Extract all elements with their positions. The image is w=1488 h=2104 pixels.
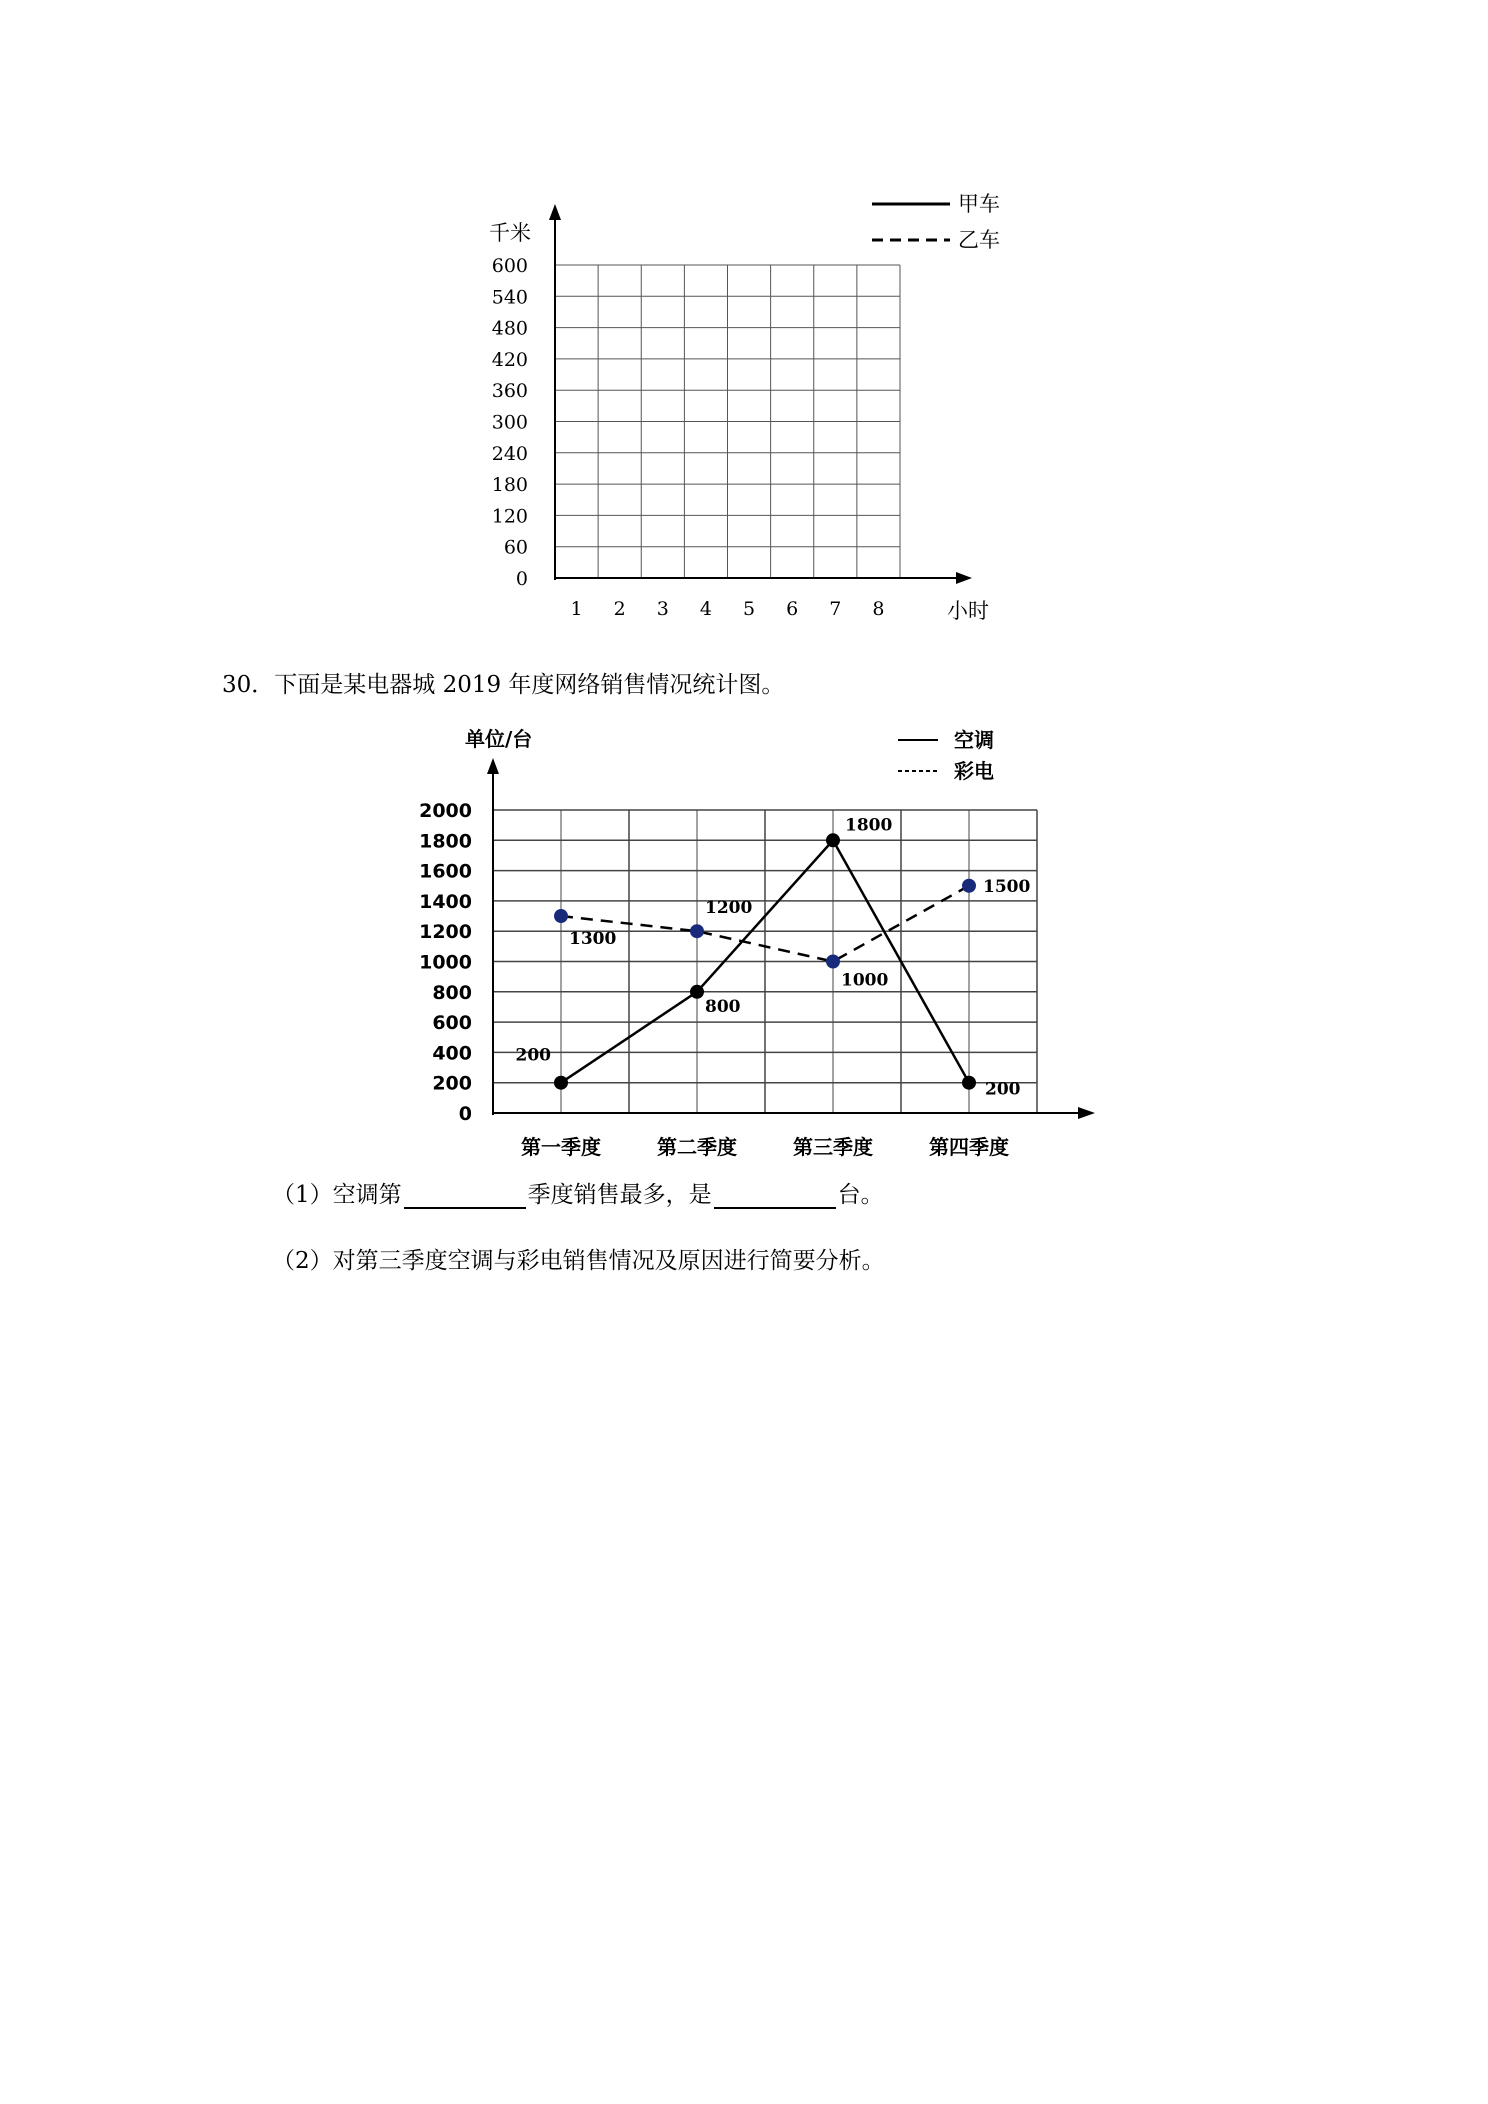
- sub1-text-a: （1）空调第: [272, 1182, 402, 1208]
- y-tick-label: 240: [491, 442, 528, 465]
- chart1-grid: [555, 265, 900, 578]
- chart1-legend: [872, 192, 1000, 252]
- y-tick-label: 0: [515, 568, 528, 590]
- chart2-y-tick-labels: [419, 800, 472, 1125]
- chart2-legend: [898, 728, 994, 783]
- data-label: 1200: [705, 898, 753, 919]
- chart2-x-tick-labels: [521, 1135, 1009, 1159]
- chart2-grid: [493, 810, 1037, 1113]
- x-axis-arrow: [956, 572, 972, 584]
- legend-label-caidian: 彩电: [954, 759, 994, 783]
- chart1-y-tick-labels: [492, 255, 528, 590]
- legend-label-jiache: 甲车: [958, 192, 1000, 216]
- distance-time-chart: [480, 190, 1020, 630]
- y-tick-label: 180: [491, 474, 528, 497]
- data-label: 1800: [845, 815, 893, 836]
- x-tick-label: 8: [872, 598, 885, 620]
- y-tick-label: 1000: [419, 951, 472, 974]
- x-tick-label: 5: [743, 598, 756, 620]
- y-axis-arrow: [549, 204, 561, 220]
- legend-label-yiche: 乙车: [958, 228, 1000, 252]
- x-tick-label: 4: [699, 598, 712, 620]
- y-tick-label: 540: [491, 286, 528, 309]
- sub1-text-c: 台。: [837, 1182, 884, 1208]
- answer-blank-quarter[interactable]: [404, 1181, 526, 1209]
- x-tick-label: 6: [786, 598, 799, 620]
- y-tick-label: 120: [491, 505, 528, 528]
- chart2-y-axis-label: 单位/台: [465, 727, 533, 751]
- x-tick-label: 第四季度: [929, 1135, 1009, 1159]
- question-30: [222, 666, 784, 699]
- x-tick-label: 3: [656, 598, 669, 620]
- chart1-x-axis-label: 小时: [947, 599, 989, 623]
- y-tick-label: 600: [491, 255, 528, 277]
- x-tick-label: 第三季度: [793, 1135, 873, 1159]
- data-label: 200: [985, 1079, 1021, 1100]
- sub1-text-b: 季度销售最多，是: [527, 1182, 712, 1208]
- x-tick-label: 1: [570, 598, 583, 620]
- y-tick-label: 1400: [419, 890, 472, 913]
- sub-question-2: [272, 1242, 885, 1275]
- chart2-series: [516, 815, 1031, 1099]
- data-label: 1300: [569, 929, 617, 950]
- data-point: [826, 955, 840, 969]
- chart1-axes: [549, 204, 972, 584]
- data-point: [826, 833, 840, 847]
- data-label: 800: [705, 996, 741, 1017]
- x-tick-label: 7: [829, 598, 842, 620]
- sub2-text: （2）对第三季度空调与彩电销售情况及原因进行简要分析。: [272, 1248, 885, 1274]
- data-point: [962, 1076, 976, 1090]
- y-tick-label: 200: [432, 1072, 472, 1095]
- y-tick-label: 1200: [419, 921, 472, 944]
- y-tick-label: 600: [432, 1012, 472, 1035]
- data-label: 1000: [841, 970, 889, 991]
- y-tick-label: 2000: [419, 800, 472, 822]
- data-point: [690, 924, 704, 938]
- data-point: [690, 985, 704, 999]
- chart1-y-axis-label: 千米: [489, 221, 531, 245]
- question-number: 30．: [222, 672, 275, 698]
- y-tick-label: 480: [491, 317, 528, 340]
- y-tick-label: 1800: [419, 830, 472, 853]
- y-tick-label: 360: [491, 380, 528, 403]
- y-tick-label: 800: [432, 981, 472, 1004]
- x-axis-arrow: [1078, 1107, 1095, 1119]
- y-axis-arrow: [487, 758, 499, 774]
- data-label: 1500: [983, 876, 1031, 897]
- sales-line-chart: [410, 720, 1130, 1180]
- data-point: [554, 909, 568, 923]
- y-tick-label: 1600: [419, 860, 472, 883]
- y-tick-label: 60: [503, 536, 528, 559]
- y-tick-label: 0: [458, 1103, 472, 1125]
- data-label: 200: [515, 1045, 551, 1066]
- x-tick-label: 2: [613, 598, 626, 620]
- data-point: [962, 879, 976, 893]
- y-tick-label: 400: [432, 1042, 472, 1065]
- data-point: [554, 1076, 568, 1090]
- legend-label-kongtiao: 空调: [954, 728, 994, 752]
- chart1-x-tick-labels: [571, 598, 885, 620]
- question-text: 下面是某电器城 2019 年度网络销售情况统计图。: [274, 672, 785, 698]
- y-tick-label: 420: [491, 348, 528, 371]
- y-tick-label: 300: [491, 411, 528, 434]
- x-tick-label: 第一季度: [521, 1135, 601, 1159]
- x-tick-label: 第二季度: [657, 1135, 737, 1159]
- answer-blank-count[interactable]: [714, 1181, 836, 1209]
- sub-question-1: [272, 1176, 884, 1209]
